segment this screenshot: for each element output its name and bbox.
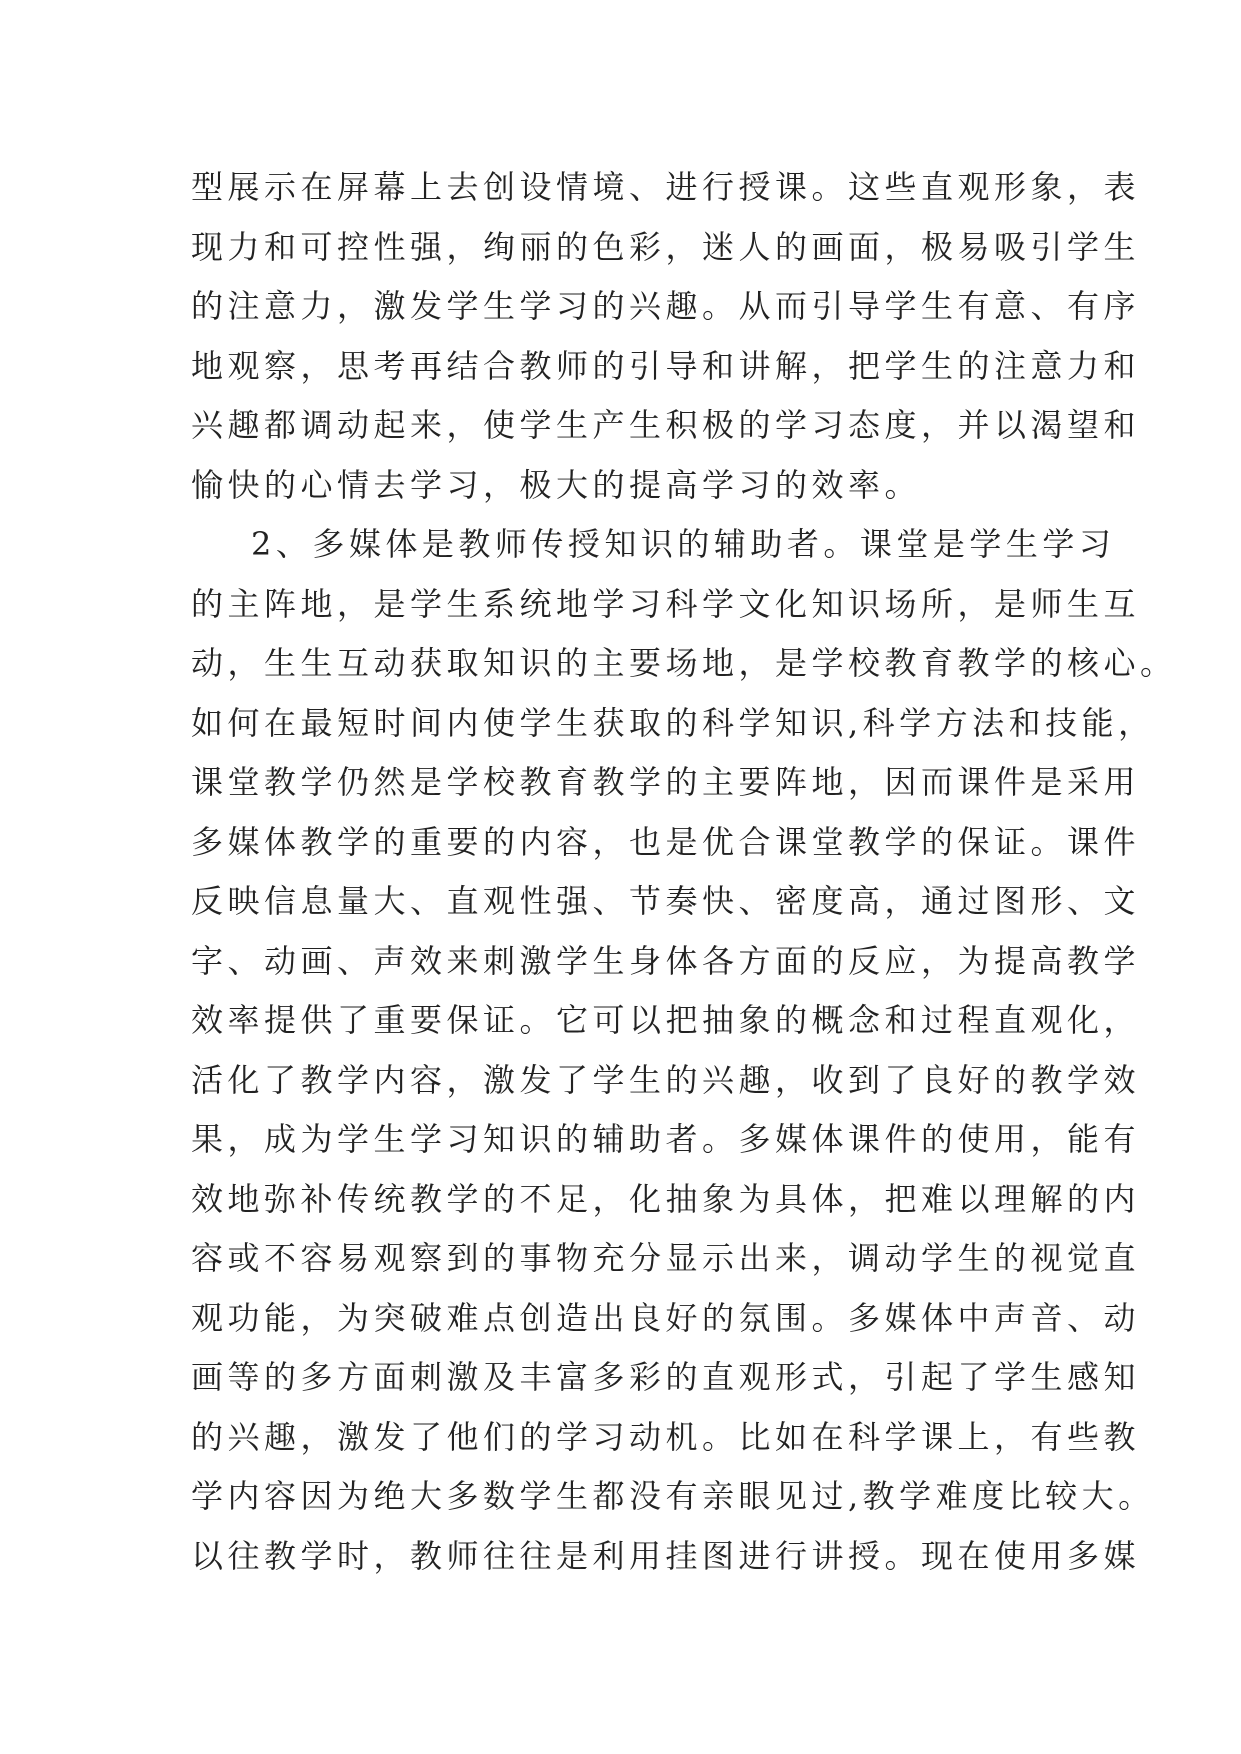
text-line: 如何在最短时间内使学生获取的科学知识,科学方法和技能，: [191, 703, 1155, 742]
text-line: 观功能，为突破难点创造出良好的氛围。多媒体中声音、动: [191, 1298, 1141, 1337]
text-line: 的主阵地，是学生系统地学习科学文化知识场所，是师生互: [191, 584, 1141, 623]
text-line: 动，生生互动获取知识的主要场地，是学校教育教学的核心。: [191, 644, 1177, 682]
text-line: 效地弥补传统教学的不足，化抽象为具体，把难以理解的内: [191, 1179, 1141, 1218]
text-line: 的兴趣，激发了他们的学习动机。比如在科学课上，有些教: [191, 1417, 1141, 1456]
text-line: 型展示在屏幕上去创设情境、进行授课。这些直观形象，表: [191, 168, 1141, 206]
text-line: 反映信息量大、直观性强、节奏快、密度高，通过图形、文: [191, 882, 1141, 920]
body-text: [191, 166, 1177, 1594]
text-line: 课堂教学仍然是学校教育教学的主要阵地，因而课件是采用: [191, 763, 1141, 801]
text-line: 地观察，思考再结合教师的引导和讲解，把学生的注意力和: [191, 346, 1141, 385]
text-line: 学内容因为绝大多数学生都没有亲眼见过,教学难度比较大。: [191, 1477, 1155, 1515]
text-line: 果，成为学生学习知识的辅助者。多媒体课件的使用，能有: [191, 1120, 1141, 1158]
text-line: 愉快的心情去学习，极大的提高学习的效率。: [191, 465, 922, 504]
text-line: 现力和可控性强，绚丽的色彩，迷人的画面，极易吸引学生: [191, 227, 1141, 266]
text-line: 效率提供了重要保证。它可以把抽象的概念和过程直观化，: [191, 1001, 1141, 1039]
text-line: 以往教学时，教师往往是利用挂图进行讲授。现在使用多媒: [191, 1536, 1141, 1575]
text-line: 画等的多方面刺激及丰富多彩的直观形式，引起了学生感知: [191, 1358, 1141, 1396]
text-line: 容或不容易观察到的事物充分显示出来，调动学生的视觉直: [191, 1239, 1141, 1277]
text-line: 活化了教学内容，激发了学生的兴趣，收到了良好的教学效: [191, 1060, 1141, 1099]
text-line: 的注意力，激发学生学习的兴趣。从而引导学生有意、有序: [191, 287, 1141, 325]
text-line: 多媒体教学的重要的内容，也是优合课堂教学的保证。课件: [191, 822, 1141, 861]
text-line: 兴趣都调动起来，使学生产生积极的学习态度，并以渴望和: [191, 406, 1141, 444]
paragraph-start-line: 2、多媒体是教师传授知识的辅助者。课堂是学生学习: [251, 525, 1116, 563]
text-line: 字、动画、声效来刺激学生身体各方面的反应，为提高教学: [191, 941, 1141, 980]
